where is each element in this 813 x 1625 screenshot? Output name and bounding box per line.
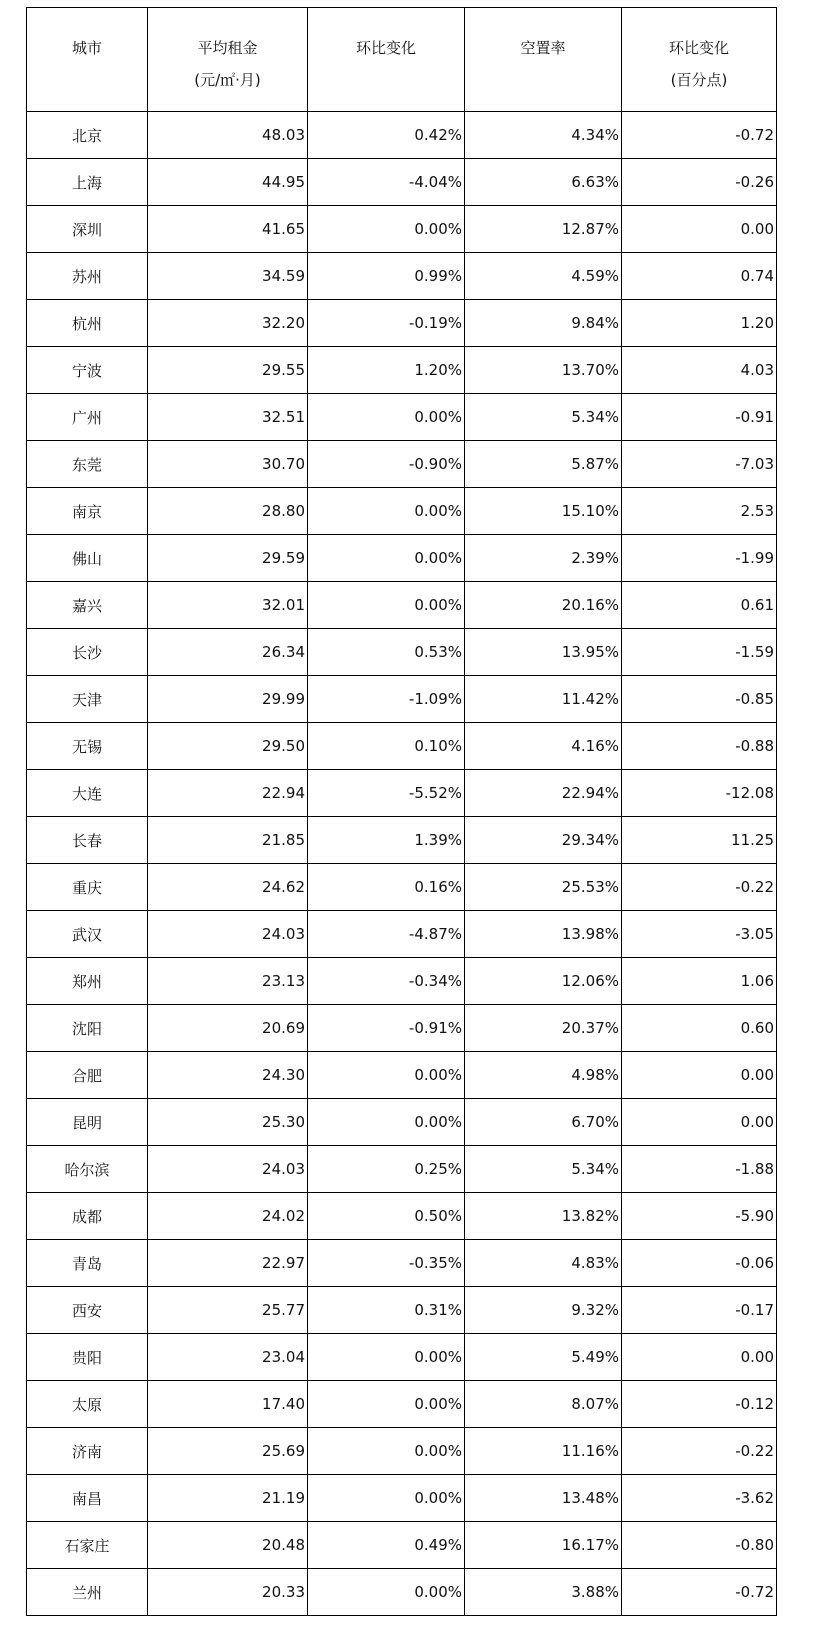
- vacancy-change-cell: 1.20: [622, 300, 777, 347]
- header-vacancy-change-unit: (百分点): [670, 71, 728, 89]
- vacancy-rate-cell: 25.53%: [465, 864, 622, 911]
- table-row: [27, 159, 777, 206]
- city-cell: 济南: [27, 1428, 148, 1475]
- vacancy-rate-cell: 9.32%: [465, 1287, 622, 1334]
- city-cell: 石家庄: [27, 1522, 148, 1569]
- table-row: [27, 1240, 777, 1287]
- vacancy-rate-cell: 5.87%: [465, 441, 622, 488]
- avg-rent-cell: 22.94: [148, 770, 308, 817]
- table-row: [27, 1381, 777, 1428]
- rent-change-cell: 0.00%: [308, 1052, 465, 1099]
- table-row: [27, 864, 777, 911]
- avg-rent-cell: 25.69: [148, 1428, 308, 1475]
- rent-change-cell: -4.04%: [308, 159, 465, 206]
- table-row: [27, 958, 777, 1005]
- rent-change-cell: 0.00%: [308, 1334, 465, 1381]
- vacancy-rate-cell: 4.34%: [465, 112, 622, 159]
- header-rent-change: [308, 8, 465, 112]
- vacancy-rate-cell: 4.59%: [465, 253, 622, 300]
- table-row: [27, 1146, 777, 1193]
- vacancy-change-cell: -3.05: [622, 911, 777, 958]
- city-cell: 合肥: [27, 1052, 148, 1099]
- vacancy-rate-cell: 13.98%: [465, 911, 622, 958]
- vacancy-rate-cell: 22.94%: [465, 770, 622, 817]
- rent-change-cell: 0.42%: [308, 112, 465, 159]
- rent-vacancy-table: [26, 7, 777, 1616]
- city-cell: 南京: [27, 488, 148, 535]
- rent-change-cell: -0.19%: [308, 300, 465, 347]
- avg-rent-cell: 22.97: [148, 1240, 308, 1287]
- table-row: [27, 723, 777, 770]
- table-row: [27, 1193, 777, 1240]
- header-city: [27, 8, 148, 112]
- city-cell: 深圳: [27, 206, 148, 253]
- rent-change-cell: -0.90%: [308, 441, 465, 488]
- avg-rent-cell: 32.51: [148, 394, 308, 441]
- table-row: [27, 1052, 777, 1099]
- vacancy-rate-cell: 13.48%: [465, 1475, 622, 1522]
- header-city-label: 城市: [71, 39, 102, 57]
- header-vacancy-change: [622, 8, 777, 112]
- table-row: [27, 1428, 777, 1475]
- city-cell: 成都: [27, 1193, 148, 1240]
- rent-change-cell: -5.52%: [308, 770, 465, 817]
- vacancy-change-cell: 0.00: [622, 1334, 777, 1381]
- avg-rent-cell: 24.02: [148, 1193, 308, 1240]
- vacancy-rate-cell: 13.95%: [465, 629, 622, 676]
- vacancy-rate-cell: 11.16%: [465, 1428, 622, 1475]
- vacancy-rate-cell: 6.70%: [465, 1099, 622, 1146]
- table-row: [27, 911, 777, 958]
- city-cell: 南昌: [27, 1475, 148, 1522]
- avg-rent-cell: 17.40: [148, 1381, 308, 1428]
- city-cell: 重庆: [27, 864, 148, 911]
- table-row: [27, 817, 777, 864]
- rent-change-cell: 0.50%: [308, 1193, 465, 1240]
- city-cell: 大连: [27, 770, 148, 817]
- vacancy-rate-cell: 4.83%: [465, 1240, 622, 1287]
- avg-rent-cell: 32.01: [148, 582, 308, 629]
- city-cell: 苏州: [27, 253, 148, 300]
- avg-rent-cell: 21.85: [148, 817, 308, 864]
- vacancy-rate-cell: 4.98%: [465, 1052, 622, 1099]
- vacancy-rate-cell: 12.87%: [465, 206, 622, 253]
- avg-rent-cell: 25.30: [148, 1099, 308, 1146]
- vacancy-change-cell: -0.26: [622, 159, 777, 206]
- vacancy-rate-cell: 11.42%: [465, 676, 622, 723]
- table-row: [27, 347, 777, 394]
- vacancy-change-cell: -0.72: [622, 112, 777, 159]
- rent-change-cell: 0.00%: [308, 1381, 465, 1428]
- vacancy-rate-cell: 20.37%: [465, 1005, 622, 1052]
- vacancy-change-cell: -0.91: [622, 394, 777, 441]
- city-cell: 太原: [27, 1381, 148, 1428]
- city-cell: 贵阳: [27, 1334, 148, 1381]
- vacancy-change-cell: -0.72: [622, 1569, 777, 1616]
- vacancy-change-cell: -1.59: [622, 629, 777, 676]
- header-vacancy-rate: [465, 8, 622, 112]
- vacancy-change-cell: 2.53: [622, 488, 777, 535]
- vacancy-change-cell: 0.61: [622, 582, 777, 629]
- avg-rent-cell: 26.34: [148, 629, 308, 676]
- vacancy-rate-cell: 5.34%: [465, 394, 622, 441]
- avg-rent-cell: 29.50: [148, 723, 308, 770]
- header-rent-change-label: 环比变化: [355, 39, 416, 57]
- vacancy-rate-cell: 6.63%: [465, 159, 622, 206]
- avg-rent-cell: 29.59: [148, 535, 308, 582]
- vacancy-rate-cell: 5.49%: [465, 1334, 622, 1381]
- city-cell: 佛山: [27, 535, 148, 582]
- city-cell: 无锡: [27, 723, 148, 770]
- table-row: [27, 300, 777, 347]
- vacancy-rate-cell: 2.39%: [465, 535, 622, 582]
- table-row: [27, 629, 777, 676]
- city-cell: 宁波: [27, 347, 148, 394]
- city-cell: 天津: [27, 676, 148, 723]
- vacancy-change-cell: 4.03: [622, 347, 777, 394]
- rent-change-cell: -1.09%: [308, 676, 465, 723]
- city-cell: 长春: [27, 817, 148, 864]
- table-row: [27, 676, 777, 723]
- vacancy-rate-cell: 8.07%: [465, 1381, 622, 1428]
- vacancy-rate-cell: 13.70%: [465, 347, 622, 394]
- city-cell: 杭州: [27, 300, 148, 347]
- city-cell: 东莞: [27, 441, 148, 488]
- avg-rent-cell: 20.48: [148, 1522, 308, 1569]
- header-avg-rent-label: 平均租金: [197, 39, 258, 57]
- table-row: [27, 1475, 777, 1522]
- rent-change-cell: 0.00%: [308, 488, 465, 535]
- vacancy-rate-cell: 16.17%: [465, 1522, 622, 1569]
- vacancy-rate-cell: 12.06%: [465, 958, 622, 1005]
- avg-rent-cell: 24.30: [148, 1052, 308, 1099]
- table-row: [27, 770, 777, 817]
- avg-rent-cell: 29.99: [148, 676, 308, 723]
- avg-rent-cell: 25.77: [148, 1287, 308, 1334]
- rent-change-cell: 0.25%: [308, 1146, 465, 1193]
- rent-change-cell: 0.00%: [308, 1475, 465, 1522]
- vacancy-change-cell: -0.22: [622, 1428, 777, 1475]
- city-cell: 武汉: [27, 911, 148, 958]
- vacancy-change-cell: 0.74: [622, 253, 777, 300]
- rent-change-cell: 0.10%: [308, 723, 465, 770]
- city-cell: 青岛: [27, 1240, 148, 1287]
- vacancy-rate-cell: 29.34%: [465, 817, 622, 864]
- rent-change-cell: 0.00%: [308, 394, 465, 441]
- avg-rent-cell: 32.20: [148, 300, 308, 347]
- vacancy-change-cell: -1.99: [622, 535, 777, 582]
- table-body: [27, 112, 777, 1616]
- city-cell: 嘉兴: [27, 582, 148, 629]
- table-row: [27, 1005, 777, 1052]
- header-row: [27, 8, 777, 112]
- rent-change-cell: 0.00%: [308, 1428, 465, 1475]
- vacancy-change-cell: -0.22: [622, 864, 777, 911]
- table-row: [27, 206, 777, 253]
- rent-change-cell: 0.00%: [308, 1099, 465, 1146]
- rent-change-cell: -0.34%: [308, 958, 465, 1005]
- vacancy-change-cell: -7.03: [622, 441, 777, 488]
- city-cell: 兰州: [27, 1569, 148, 1616]
- table-row: [27, 112, 777, 159]
- city-cell: 广州: [27, 394, 148, 441]
- vacancy-change-cell: 0.00: [622, 1099, 777, 1146]
- avg-rent-cell: 23.04: [148, 1334, 308, 1381]
- rent-change-cell: -4.87%: [308, 911, 465, 958]
- vacancy-change-cell: -12.08: [622, 770, 777, 817]
- avg-rent-cell: 24.03: [148, 911, 308, 958]
- table-row: [27, 488, 777, 535]
- vacancy-change-cell: 0.00: [622, 1052, 777, 1099]
- rent-change-cell: 0.00%: [308, 582, 465, 629]
- vacancy-change-cell: -0.12: [622, 1381, 777, 1428]
- header-avg-rent: [148, 8, 308, 112]
- avg-rent-cell: 44.95: [148, 159, 308, 206]
- city-cell: 沈阳: [27, 1005, 148, 1052]
- table-row: [27, 535, 777, 582]
- table-row: [27, 1569, 777, 1616]
- vacancy-rate-cell: 15.10%: [465, 488, 622, 535]
- city-cell: 长沙: [27, 629, 148, 676]
- vacancy-change-cell: -0.06: [622, 1240, 777, 1287]
- avg-rent-cell: 20.33: [148, 1569, 308, 1616]
- table-row: [27, 1522, 777, 1569]
- vacancy-change-cell: -0.85: [622, 676, 777, 723]
- rent-change-cell: 0.31%: [308, 1287, 465, 1334]
- rent-change-cell: -0.91%: [308, 1005, 465, 1052]
- table-row: [27, 253, 777, 300]
- rent-change-cell: -0.35%: [308, 1240, 465, 1287]
- avg-rent-cell: 24.62: [148, 864, 308, 911]
- avg-rent-cell: 21.19: [148, 1475, 308, 1522]
- city-cell: 北京: [27, 112, 148, 159]
- vacancy-change-cell: -0.17: [622, 1287, 777, 1334]
- table-row: [27, 441, 777, 488]
- vacancy-change-cell: -1.88: [622, 1146, 777, 1193]
- rent-change-cell: 0.99%: [308, 253, 465, 300]
- vacancy-rate-cell: 20.16%: [465, 582, 622, 629]
- rent-change-cell: 0.00%: [308, 535, 465, 582]
- table-row: [27, 1334, 777, 1381]
- city-cell: 郑州: [27, 958, 148, 1005]
- vacancy-change-cell: 11.25: [622, 817, 777, 864]
- rent-change-cell: 0.53%: [308, 629, 465, 676]
- vacancy-change-cell: -0.88: [622, 723, 777, 770]
- table-row: [27, 1287, 777, 1334]
- city-cell: 哈尔滨: [27, 1146, 148, 1193]
- avg-rent-cell: 30.70: [148, 441, 308, 488]
- vacancy-change-cell: 0.00: [622, 206, 777, 253]
- avg-rent-cell: 20.69: [148, 1005, 308, 1052]
- vacancy-rate-cell: 13.82%: [465, 1193, 622, 1240]
- rent-change-cell: 1.39%: [308, 817, 465, 864]
- city-cell: 西安: [27, 1287, 148, 1334]
- avg-rent-cell: 41.65: [148, 206, 308, 253]
- vacancy-change-cell: -5.90: [622, 1193, 777, 1240]
- rent-change-cell: 1.20%: [308, 347, 465, 394]
- avg-rent-cell: 28.80: [148, 488, 308, 535]
- rent-change-cell: 0.49%: [308, 1522, 465, 1569]
- header-vacancy-rate-label: 空置率: [520, 39, 566, 57]
- rent-change-cell: 0.00%: [308, 206, 465, 253]
- avg-rent-cell: 29.55: [148, 347, 308, 394]
- table-row: [27, 394, 777, 441]
- avg-rent-cell: 34.59: [148, 253, 308, 300]
- table-row: [27, 582, 777, 629]
- vacancy-change-cell: 0.60: [622, 1005, 777, 1052]
- table-row: [27, 1099, 777, 1146]
- city-cell: 上海: [27, 159, 148, 206]
- vacancy-rate-cell: 9.84%: [465, 300, 622, 347]
- vacancy-change-cell: -3.62: [622, 1475, 777, 1522]
- rent-change-cell: 0.16%: [308, 864, 465, 911]
- avg-rent-cell: 48.03: [148, 112, 308, 159]
- avg-rent-cell: 24.03: [148, 1146, 308, 1193]
- vacancy-rate-cell: 3.88%: [465, 1569, 622, 1616]
- header-vacancy-change-label: 环比变化: [668, 39, 729, 57]
- avg-rent-cell: 23.13: [148, 958, 308, 1005]
- vacancy-change-cell: 1.06: [622, 958, 777, 1005]
- vacancy-rate-cell: 5.34%: [465, 1146, 622, 1193]
- rent-change-cell: 0.00%: [308, 1569, 465, 1616]
- vacancy-rate-cell: 4.16%: [465, 723, 622, 770]
- header-avg-rent-unit: (元/㎡·月): [194, 71, 261, 89]
- vacancy-change-cell: -0.80: [622, 1522, 777, 1569]
- city-cell: 昆明: [27, 1099, 148, 1146]
